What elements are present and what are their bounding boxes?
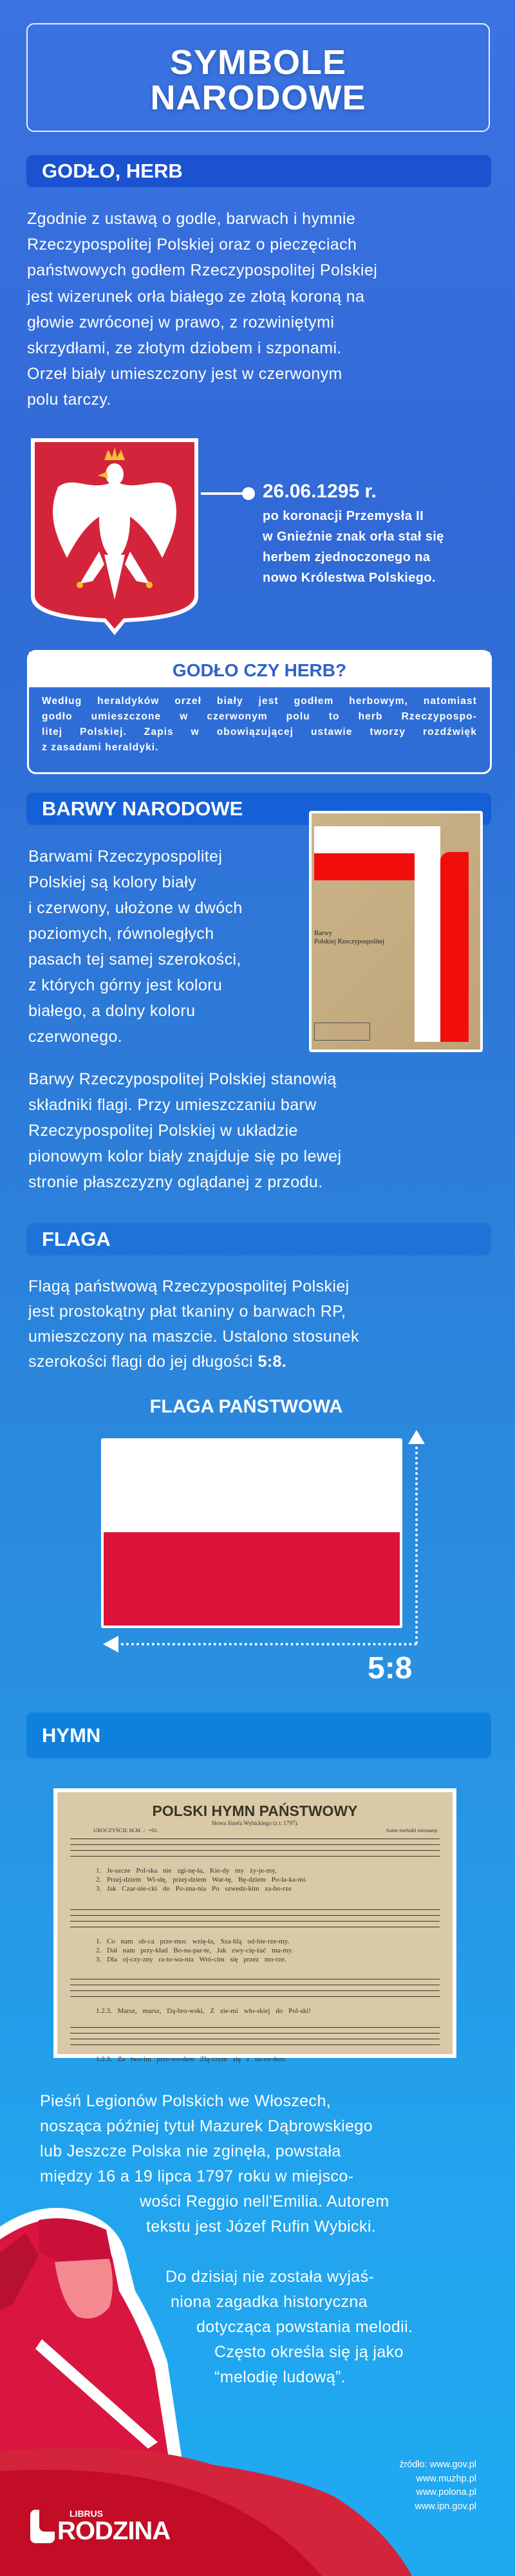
text-line: czerwonego. — [28, 1028, 123, 1046]
section-title: FLAGA — [42, 1228, 111, 1250]
hymn-sheet-music-image — [53, 1788, 456, 2063]
text-line: polu tarczy. — [27, 391, 111, 409]
lyrics-line: 1.2.3. Za two-im prze-wo-dem Złą-czym się z na-ro-dem. — [96, 2055, 286, 2063]
text-line: jest wizerunek orła białego ze złotą koroną na — [27, 287, 365, 306]
text-line: Rzeczypospolitej Polskiej oraz o pieczęciach — [27, 236, 357, 254]
text-line: umieszczony na maszcie. Ustalono stosunek — [28, 1328, 359, 1346]
text-line: głowie zwróconej w prawo, z rozwiniętymi — [27, 313, 335, 331]
text-line: Barwami Rzeczypospolitej — [28, 848, 223, 866]
text-line: pasach tej samej szerokości, — [28, 950, 241, 968]
width-arrow — [116, 1643, 417, 1645]
text-line: i czerwony, ułożone w dwóch — [28, 899, 243, 917]
text-line: stronie płaszczyzny oglądanej z przodu. — [28, 1173, 323, 1191]
section-title: BARWY NARODOWE — [42, 797, 243, 820]
flag-red-stripe — [104, 1532, 400, 1626]
text-line: Rzeczypospolitej Polskiej w układzie — [28, 1122, 298, 1140]
text-line: pionowym kolor biały znajduje się po lewej — [28, 1147, 342, 1165]
sheet-author: Autor melodii nieznany. — [385, 1827, 438, 1833]
text-line: litej Polskiej. Zapis w obowiązującej ustawie tworzy rozdźwięk — [42, 727, 477, 737]
text-line: “melodię ludową”. — [214, 2368, 346, 2386]
music-staff — [70, 1979, 440, 2002]
info-box-godlo-czy-herb — [27, 650, 492, 774]
source-line: źródło: www.gov.pl — [399, 2460, 476, 2470]
polish-flag — [101, 1438, 402, 1628]
text-line: nowo Królestwa Polskiego. — [263, 571, 436, 585]
barwy-paragraph-1 — [28, 844, 243, 1050]
date-description — [263, 506, 444, 588]
lyrics-line: 2. Przej-dziem Wi-słę, przej-dziem War-tę, Bę-dziem Po-la-ka-mi. — [96, 1876, 307, 1884]
poster-title-line: Polskiej Rzeczypospolitej — [314, 938, 384, 945]
text-line: państwowych godłem Rzeczypospolitej Polskiej — [27, 261, 378, 280]
text-line: w Gnieźnie znak orła stał się — [263, 530, 444, 544]
text-line — [28, 1349, 359, 1375]
section-title: HYMN — [42, 1723, 101, 1747]
librus-rodzina-logo — [30, 2508, 191, 2546]
text-line: Barwy Rzeczypospolitej Polskiej stanowią — [28, 1070, 337, 1088]
flaga-paragraph — [28, 1274, 359, 1375]
logo-l-icon — [30, 2510, 55, 2543]
sheet-title: POLSKI HYMN PAŃSTWOWY — [152, 1802, 358, 1819]
poster-title-line: Barwy — [314, 930, 332, 937]
text-line: poziomych, równoległych — [28, 925, 214, 943]
barwy-paragraph-2 — [28, 1066, 342, 1195]
text-line: z zasadami heraldyki. — [42, 742, 159, 753]
section-title: GODŁO, HERB — [42, 160, 183, 182]
music-staff — [70, 1839, 440, 1862]
page-title-line-1: SYMBOLE — [169, 43, 347, 82]
logo-big-text: RODZINA — [57, 2517, 171, 2545]
text-line: wości Reggio nell'Emilia. Autorem — [140, 2192, 389, 2210]
barwy-poster-image — [309, 811, 483, 1052]
text-line: Do dzisiaj nie została wyjaś- — [165, 2268, 375, 2286]
text-line: tekstu jest Józef Rufin Wybicki. — [146, 2218, 377, 2236]
text-line: dotycząca powstania melodii. — [196, 2318, 413, 2336]
music-staff — [70, 2027, 440, 2050]
source-link[interactable]: www.ipn.gov.pl — [415, 2501, 476, 2512]
lyrics-line: 1. Co nam ob-ca prze-moc wzię-ła, Sza-blą od-bie-rze-my. — [96, 1938, 290, 1945]
lyrics-line: 1.2.3. Marsz, marsz, Dą-bro-wski, Z zie-mi wło-skiej do Pol-ski! — [96, 2007, 311, 2015]
text-line: białego, a dolny koloru — [28, 1002, 196, 1020]
lyrics-line: 3. Dla oj-czy-zny ra-to-wa-nia Wró-cim się przez mo-rze. — [96, 1956, 286, 1963]
text-line: Orzeł biały umieszczony jest w czerwonym — [27, 365, 342, 384]
text-line: między 16 a 19 lipca 1797 roku w miejsco- — [40, 2167, 354, 2185]
text-line: Flagą państwową Rzeczypospolitej Polskiej — [28, 1277, 350, 1295]
music-staff — [70, 1909, 440, 1932]
text-line: Według heraldyków orzeł biały jest godłem herbowym, natomiast — [42, 696, 477, 707]
ratio-label: 5:8 — [368, 1651, 413, 1685]
info-box-text — [29, 687, 490, 755]
text-line: Pieśń Legionów Polskich we Włoszech, — [40, 2092, 332, 2110]
godlo-paragraph — [27, 206, 377, 413]
height-arrow — [415, 1441, 418, 1644]
coat-of-arms-image — [28, 436, 201, 636]
flag-title: FLAGA PAŃSTWOWA — [149, 1396, 343, 1417]
hymn-paragraph-1 — [40, 2089, 503, 2239]
text-line: niona zagadka historyczna — [171, 2293, 368, 2311]
section-header-godlo — [26, 155, 491, 187]
logo-small-text: LIBRUS — [70, 2508, 104, 2519]
text-line: godło umieszczone w czerwonym polu to herb Rzeczypospo- — [42, 711, 477, 722]
lyrics-line: 3. Jak Czar-nie-cki do Po-zna-nia Po szwedz-kim za-bo-rze — [96, 1885, 292, 1893]
connector-line — [201, 492, 247, 495]
sources — [399, 2458, 476, 2514]
source-link[interactable]: www.muzhp.pl — [416, 2473, 476, 2484]
text-span: szerokości flagi do jej długości — [28, 1353, 258, 1371]
sheet-subtitle: Słowa Józefa Wybickiego (z r. 1797). — [211, 1820, 299, 1826]
text-line: Polskiej są kolory biały — [28, 873, 197, 891]
text-line: Zgodnie z ustawą o godle, barwach i hymnie — [27, 210, 356, 228]
title-box — [26, 23, 490, 132]
text-line: jest prostokątny płat tkaniny o barwach RP, — [28, 1302, 346, 1320]
page-title-line-2: NARODOWE — [150, 79, 366, 117]
connector-dot — [242, 487, 255, 500]
text-line: herbem zjednoczonego na — [263, 550, 431, 564]
lyrics-line: 2. Dał nam przy-kład Bo-na-par-te, Jak zwy-cię-żać ma-my. — [96, 1947, 294, 1954]
text-line: lub Jeszcze Polska nie zginęła, powstała — [40, 2142, 341, 2160]
hymn-paragraph-2 — [165, 2265, 413, 2390]
sheet-tempo: UROCZYŚCIE M.M. ♩=92. — [93, 1827, 158, 1833]
text-line: po koronacji Przemysła II — [263, 509, 424, 523]
text-line: Często określa się ją jako — [214, 2343, 404, 2361]
text-line: składniki flagi. Przy umieszczaniu barw — [28, 1096, 317, 1114]
text-line: skrzydłami, ze złotym dziobem i szponami. — [27, 339, 342, 358]
date: 26.06.1295 r. — [263, 481, 377, 502]
source-link[interactable]: www.polona.pl — [416, 2487, 476, 2497]
text-line: z których górny jest koloru — [28, 976, 223, 994]
info-box-title: GODŁO CZY HERB? — [29, 652, 490, 687]
text-line: nosząca później tytuł Mazurek Dąbrowskiego — [40, 2117, 373, 2135]
arrow-left-icon — [103, 1636, 118, 1653]
ratio-inline: 5:8. — [258, 1353, 287, 1371]
section-header-flaga — [26, 1223, 491, 1256]
lyrics-line: 1. Je-szcze Pol-ska nie zgi-nę-ła, Kie-dy my ży-je-my, — [96, 1867, 277, 1875]
section-header-hymn — [26, 1712, 491, 1758]
arrow-up-icon — [408, 1430, 425, 1444]
